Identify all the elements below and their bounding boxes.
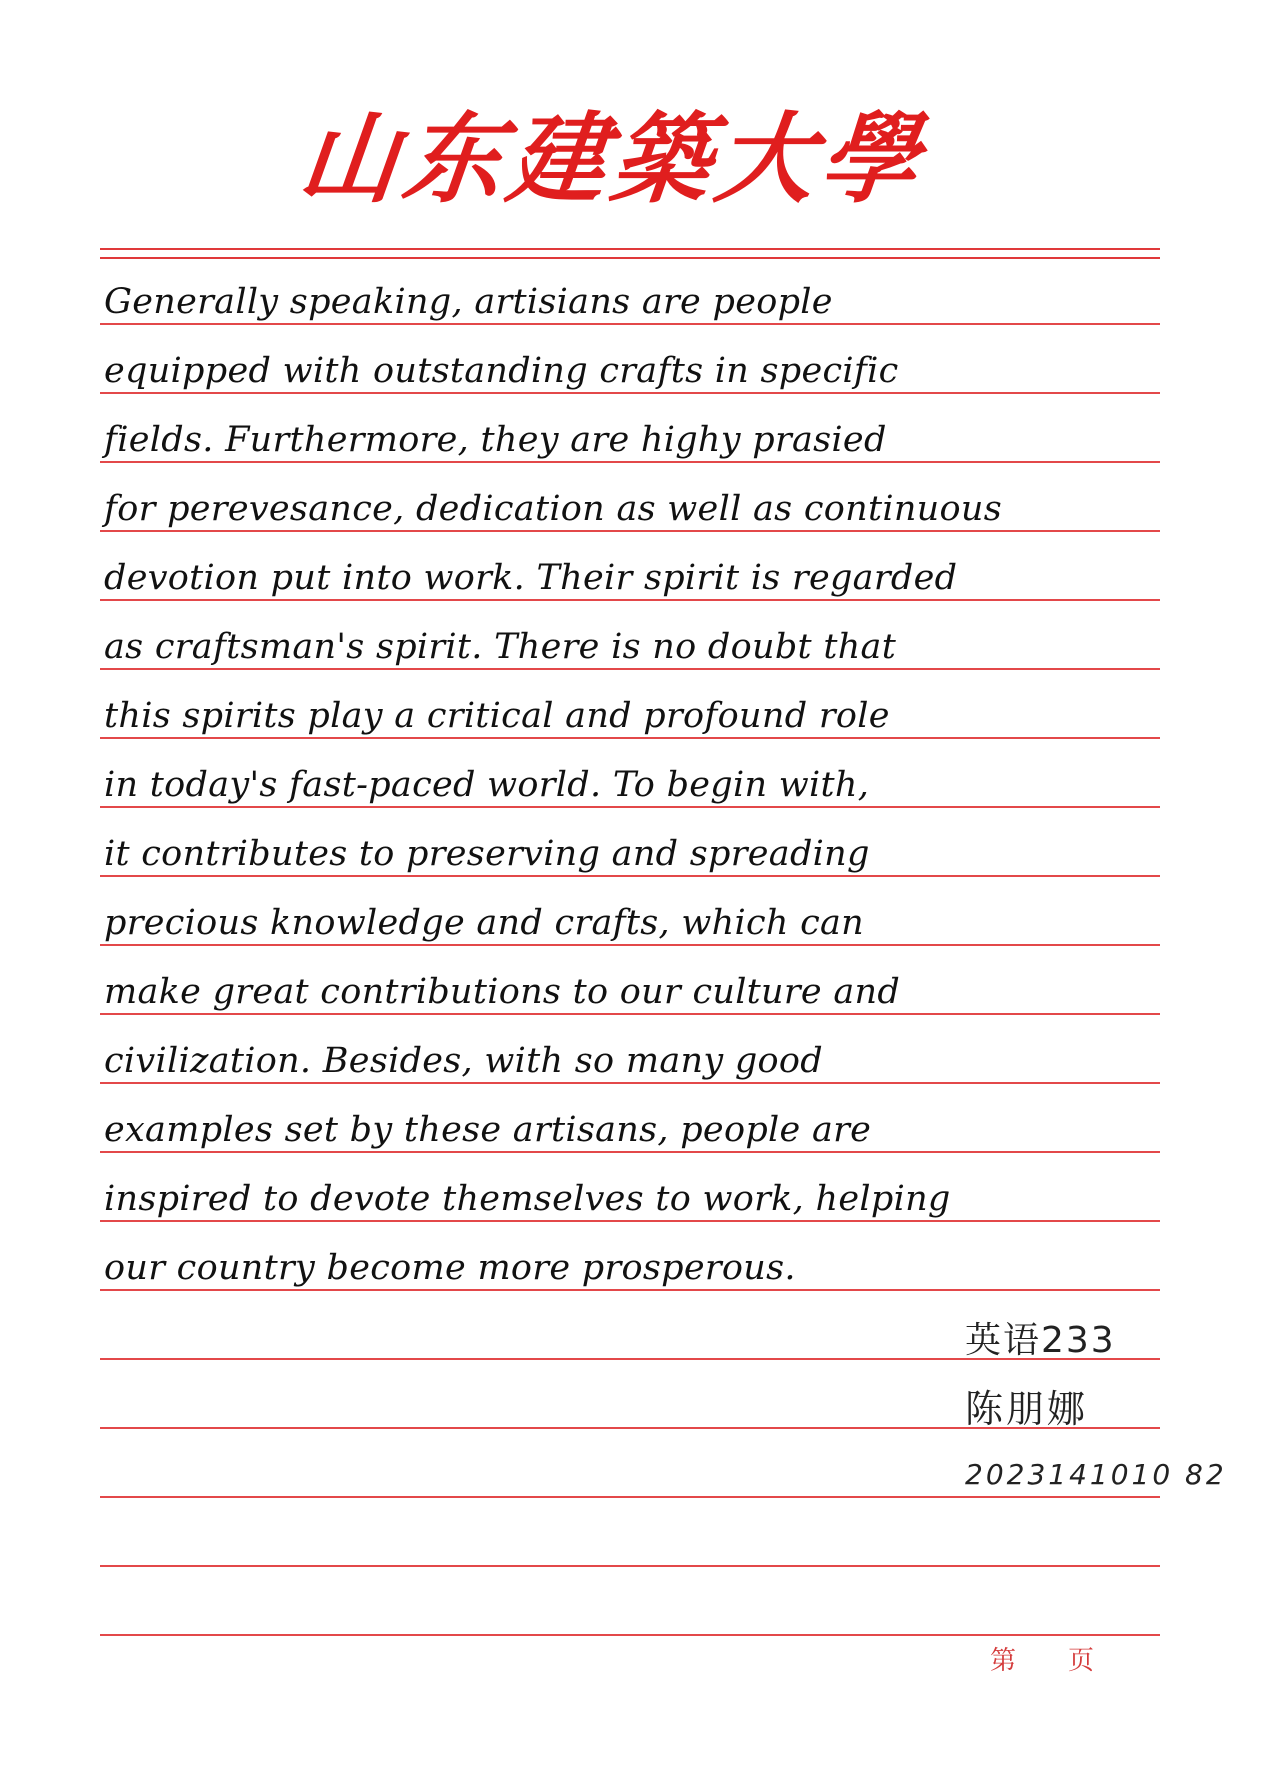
- essay-line: precious knowledge and crafts, which can: [104, 903, 865, 943]
- essay-line: for perevesance, dedication as well as continuous: [104, 489, 1002, 529]
- essay-line: examples set by these artisans, people are: [104, 1110, 872, 1150]
- signature-name: 陈朋娜: [965, 1387, 1089, 1431]
- header-rule-top: [100, 248, 1160, 250]
- signature-class: 英语233: [965, 1320, 1116, 1361]
- essay-line: inspired to devote themselves to work, helping: [104, 1179, 951, 1219]
- ruled-line: [100, 1565, 1160, 1567]
- essay-line: fields. Furthermore, they are highy prasied: [104, 420, 887, 460]
- signature-student-id: 2023141010 82: [965, 1458, 1227, 1491]
- essay-line: equipped with outstanding crafts in specific: [104, 351, 899, 391]
- ruled-line: [100, 1634, 1160, 1636]
- essay-line: as craftsman's spirit. There is no doubt that: [104, 627, 897, 667]
- essay-line: it contributes to preserving and spreading: [104, 834, 870, 874]
- page-number-footer: [990, 1640, 1094, 1677]
- footer-di-label: 第: [990, 1646, 1017, 1676]
- essay-line: civilization. Besides, with so many good: [104, 1041, 823, 1081]
- ruled-line: [100, 1496, 1160, 1498]
- university-logo: 山东建築大學: [294, 102, 931, 217]
- essay-line: Generally speaking, artisians are people: [104, 282, 833, 322]
- essay-line: this spirits play a critical and profound role: [104, 696, 890, 736]
- essay-line: make great contributions to our culture and: [104, 972, 901, 1012]
- footer-ye-label: 页: [1068, 1646, 1095, 1676]
- essay-line: our country become more prosperous.: [104, 1248, 796, 1288]
- essay-line: devotion put into work. Their spirit is regarded: [104, 558, 958, 598]
- header-rule-bottom: [100, 257, 1160, 259]
- essay-line: in today's fast-paced world. To begin with,: [104, 765, 870, 805]
